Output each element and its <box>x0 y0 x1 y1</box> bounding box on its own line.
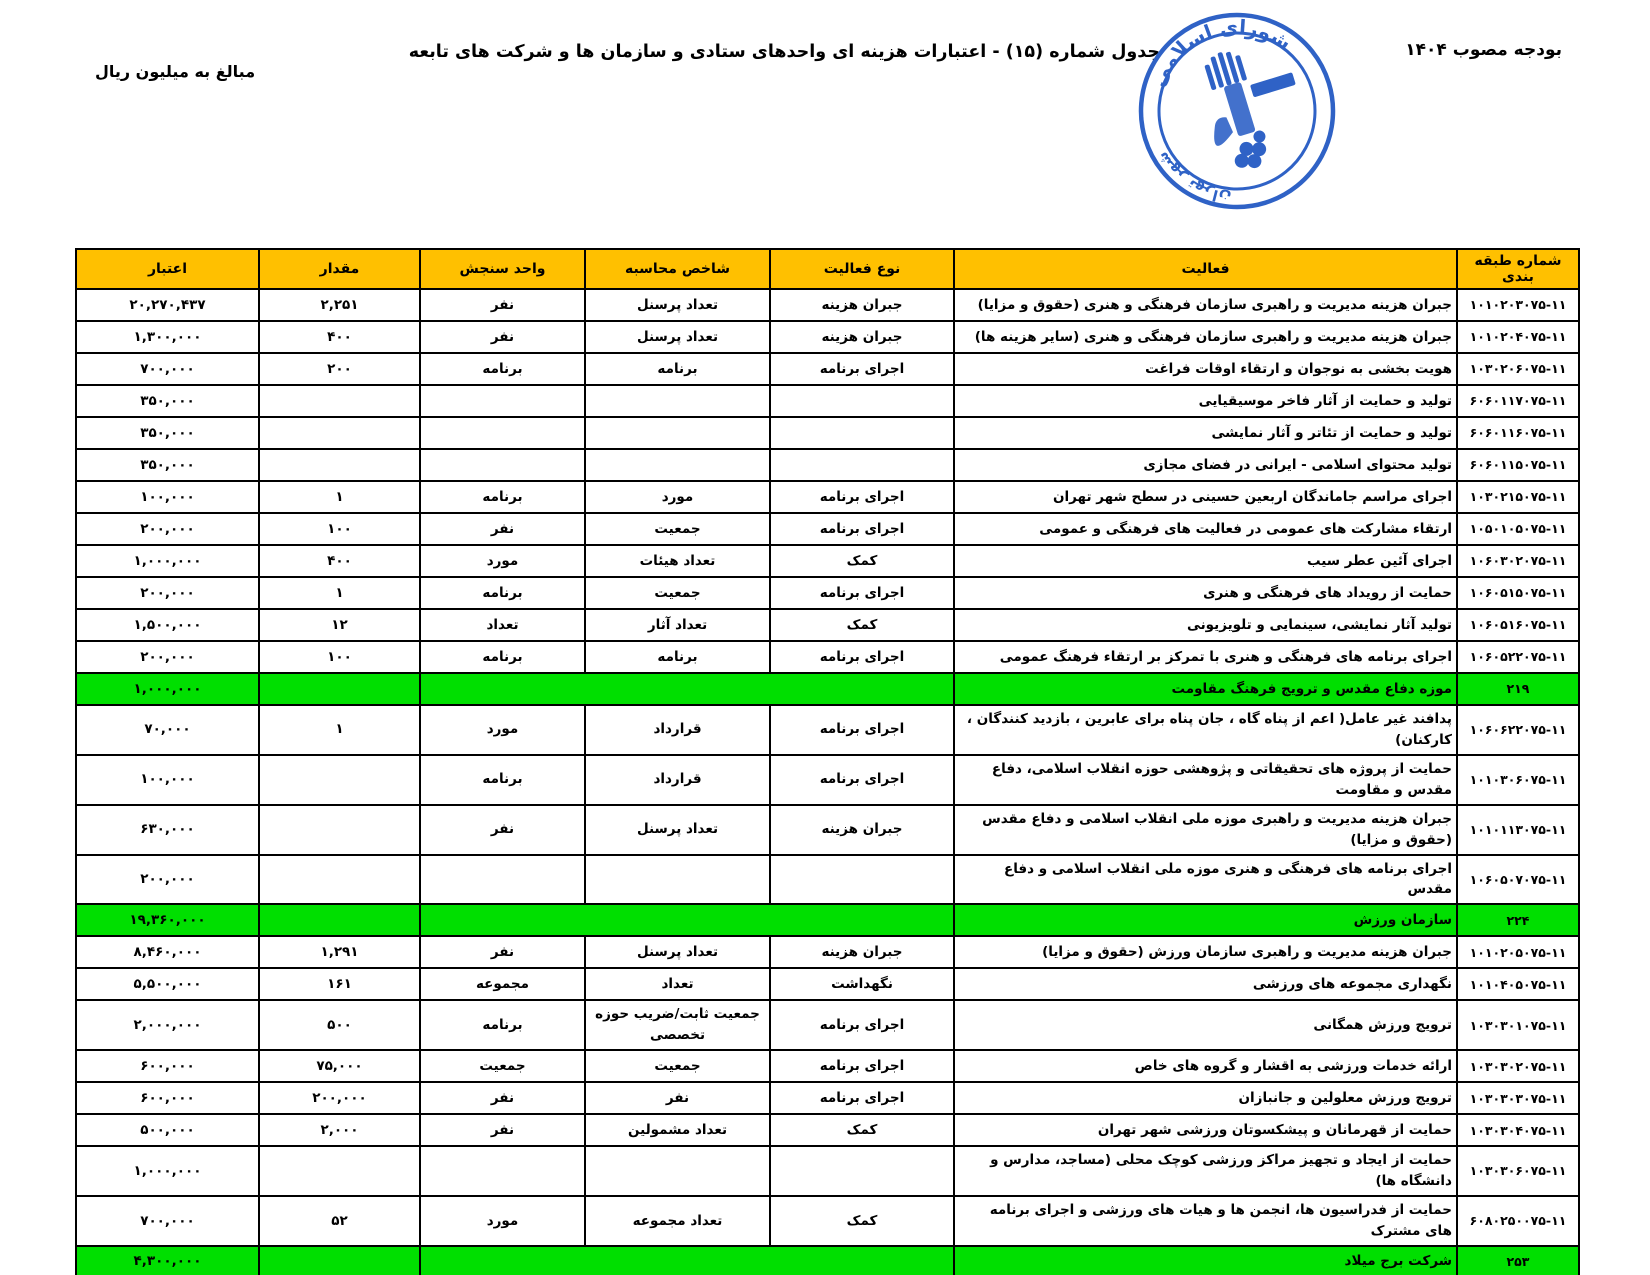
activity-cell: تولید و حمایت از آثار فاخر موسیقیایی <box>954 385 1457 417</box>
activity-cell: اجرای برنامه های فرهنگی و هنری موزه ملی انقلاب اسلامی و دفاع مقدس <box>954 855 1457 905</box>
credit-cell: ۲۰,۲۷۰,۴۳۷ <box>76 289 259 321</box>
stamp-text-side: شهر تهران <box>1153 148 1233 207</box>
quantity-cell: ۲,۰۰۰ <box>259 1114 420 1146</box>
activity-type-cell: جبران هزینه <box>770 289 954 321</box>
unit-cell: نفر <box>420 321 585 353</box>
classification-code-cell: ۱۰۶۰۳۰۲۰۷۵-۱۱ <box>1457 545 1579 577</box>
classification-code-cell: ۱۰۳۰۳۰۲۰۷۵-۱۱ <box>1457 1050 1579 1082</box>
council-stamp-icon <box>1135 2 1340 220</box>
stamp-emblem <box>1190 34 1316 177</box>
table-row <box>76 936 1579 968</box>
unit-note: مبالغ به میلیون ریال <box>95 62 256 81</box>
indicator-cell <box>585 449 770 481</box>
credit-cell: ۴,۳۰۰,۰۰۰ <box>76 1246 259 1275</box>
activity-cell: حمایت از ایجاد و تجهیز مراکز ورزشی کوچک محلی (مساجد، مدارس و دانشگاه ها) <box>954 1146 1457 1196</box>
page-title: جدول شماره (۱۵) - اعتبارات هزینه ای واحدهای ستادی و سازمان ها و شرکت های تابعه <box>408 42 1160 62</box>
activity-type-cell: اجرای برنامه <box>770 513 954 545</box>
activity-type-cell: جبران هزینه <box>770 321 954 353</box>
classification-code-cell: ۱۰۱۰۱۱۳۰۷۵-۱۱ <box>1457 805 1579 855</box>
credit-cell: ۱,۰۰۰,۰۰۰ <box>76 1146 259 1196</box>
quantity-cell <box>259 673 420 705</box>
activity-type-cell: اجرای برنامه <box>770 353 954 385</box>
indicator-cell <box>585 855 770 905</box>
quantity-cell: ۲۰۰,۰۰۰ <box>259 1082 420 1114</box>
unit-cell: نفر <box>420 936 585 968</box>
unit-cell <box>420 417 585 449</box>
section-row <box>76 1246 1579 1275</box>
credit-cell: ۶۰۰,۰۰۰ <box>76 1082 259 1114</box>
unit-cell: نفر <box>420 805 585 855</box>
activity-cell: هویت بخشی به نوجوان و ارتقاء اوقات فراغت <box>954 353 1457 385</box>
activity-cell: حمایت از فدراسیون ها، انجمن ها و هیات های ورزشی و اجرای برنامه های مشترک <box>954 1196 1457 1246</box>
activity-type-cell <box>770 855 954 905</box>
table-row <box>76 1114 1579 1146</box>
activity-cell: نگهداری مجموعه های ورزشی <box>954 968 1457 1000</box>
classification-code-cell: ۱۰۳۰۳۰۶۰۷۵-۱۱ <box>1457 1146 1579 1196</box>
quantity-cell: ۱ <box>259 481 420 513</box>
activity-cell: اجرای برنامه های فرهنگی و هنری با تمرکز بر ارتقاء فرهنگ عمومی <box>954 641 1457 673</box>
unit-cell: برنامه <box>420 353 585 385</box>
activity-cell: پدافند غیر عامل( اعم از پناه گاه ، جان پناه برای عابرین ، بازدید کنندگان ، کارکنان) <box>954 705 1457 755</box>
classification-code-cell: ۱۰۱۰۲۰۵۰۷۵-۱۱ <box>1457 936 1579 968</box>
table-row <box>76 1196 1579 1246</box>
indicator-cell <box>585 385 770 417</box>
table-row <box>76 513 1579 545</box>
quantity-cell <box>259 755 420 805</box>
quantity-cell: ۲,۲۵۱ <box>259 289 420 321</box>
quantity-cell <box>259 417 420 449</box>
quantity-cell: ۱۰۰ <box>259 513 420 545</box>
quantity-cell <box>259 805 420 855</box>
table-row <box>76 321 1579 353</box>
classification-code-cell: ۲۲۴ <box>1457 904 1579 936</box>
column-header: شاخص محاسبه <box>585 249 770 289</box>
activity-type-cell: کمک <box>770 1114 954 1146</box>
unit-cell: مورد <box>420 545 585 577</box>
table-row <box>76 449 1579 481</box>
table-row <box>76 1000 1579 1050</box>
unit-cell <box>420 855 585 905</box>
credit-cell: ۲,۰۰۰,۰۰۰ <box>76 1000 259 1050</box>
credit-cell: ۱۰۰,۰۰۰ <box>76 481 259 513</box>
table-row <box>76 1050 1579 1082</box>
table-row <box>76 705 1579 755</box>
quantity-cell <box>259 904 420 936</box>
indicator-cell <box>585 417 770 449</box>
table-row <box>76 577 1579 609</box>
classification-code-cell: ۱۰۶۰۵۲۲۰۷۵-۱۱ <box>1457 641 1579 673</box>
activity-type-cell <box>770 449 954 481</box>
indicator-cell: تعداد پرسنل <box>585 289 770 321</box>
activity-cell: ارائه خدمات ورزشی به اقشار و گروه های خاص <box>954 1050 1457 1082</box>
activity-type-cell: اجرای برنامه <box>770 1050 954 1082</box>
activity-cell: اجرای آئین عطر سیب <box>954 545 1457 577</box>
activity-cell: اجرای مراسم جاماندگان اربعین حسینی در سطح شهر تهران <box>954 481 1457 513</box>
quantity-cell: ۴۰۰ <box>259 545 420 577</box>
quantity-cell: ۲۰۰ <box>259 353 420 385</box>
activity-cell: جبران هزینه مدیریت و راهبری موزه ملی انقلاب اسلامی و دفاع مقدس (حقوق و مزایا) <box>954 805 1457 855</box>
credit-cell: ۷۰۰,۰۰۰ <box>76 353 259 385</box>
activity-type-cell: اجرای برنامه <box>770 577 954 609</box>
classification-code-cell: ۶۰۶۰۱۱۵۰۷۵-۱۱ <box>1457 449 1579 481</box>
indicator-cell: نفر <box>585 1082 770 1114</box>
activity-cell: حمایت از رویداد های فرهنگی و هنری <box>954 577 1457 609</box>
quantity-cell: ۴۰۰ <box>259 321 420 353</box>
indicator-cell: قرارداد <box>585 755 770 805</box>
quantity-cell: ۱ <box>259 577 420 609</box>
quantity-cell: ۵۰۰ <box>259 1000 420 1050</box>
credit-cell: ۸,۴۶۰,۰۰۰ <box>76 936 259 968</box>
table-row <box>76 545 1579 577</box>
credit-cell: ۶۳۰,۰۰۰ <box>76 805 259 855</box>
activity-cell: موزه دفاع مقدس و ترویج فرهنگ مقاومت <box>954 673 1457 705</box>
table-row <box>76 1082 1579 1114</box>
quantity-cell: ۷۵,۰۰۰ <box>259 1050 420 1082</box>
activity-cell: جبران هزینه مدیریت و راهبری سازمان فرهنگی و هنری (سایر هزینه ها) <box>954 321 1457 353</box>
classification-code-cell: ۱۰۱۰۲۰۴۰۷۵-۱۱ <box>1457 321 1579 353</box>
classification-code-cell: ۱۰۶۰۵۱۵۰۷۵-۱۱ <box>1457 577 1579 609</box>
activity-type-cell: نگهداشت <box>770 968 954 1000</box>
activity-cell: تولید محتوای اسلامی - ایرانی در فضای مجازی <box>954 449 1457 481</box>
table-row <box>76 353 1579 385</box>
unit-cell: برنامه <box>420 755 585 805</box>
unit-cell: برنامه <box>420 481 585 513</box>
quantity-cell <box>259 1246 420 1275</box>
section-merged-cell <box>420 1246 954 1275</box>
indicator-cell: جمعیت ثابت/ضریب حوزه تخصصی <box>585 1000 770 1050</box>
classification-code-cell: ۱۰۶۰۶۲۲۰۷۵-۱۱ <box>1457 705 1579 755</box>
column-header: واحد سنجش <box>420 249 585 289</box>
quantity-cell <box>259 385 420 417</box>
indicator-cell: جمعیت <box>585 1050 770 1082</box>
activity-type-cell <box>770 417 954 449</box>
activity-type-cell: کمک <box>770 545 954 577</box>
section-merged-cell <box>420 673 954 705</box>
quantity-cell: ۵۲ <box>259 1196 420 1246</box>
unit-cell <box>420 449 585 481</box>
table-row <box>76 855 1579 905</box>
credit-cell: ۱۰۰,۰۰۰ <box>76 755 259 805</box>
activity-type-cell <box>770 1146 954 1196</box>
activity-type-cell: اجرای برنامه <box>770 755 954 805</box>
credit-cell: ۵,۵۰۰,۰۰۰ <box>76 968 259 1000</box>
classification-code-cell: ۱۰۳۰۳۰۱۰۷۵-۱۱ <box>1457 1000 1579 1050</box>
classification-code-cell: ۱۰۱۰۲۰۳۰۷۵-۱۱ <box>1457 289 1579 321</box>
activity-cell: تولید آثار نمایشی، سینمایی و تلویزیونی <box>954 609 1457 641</box>
table-row <box>76 968 1579 1000</box>
unit-cell: برنامه <box>420 641 585 673</box>
header-row <box>76 249 1579 289</box>
indicator-cell: تعداد آثار <box>585 609 770 641</box>
activity-cell: جبران هزینه مدیریت و راهبری سازمان ورزش (حقوق و مزایا) <box>954 936 1457 968</box>
table-header <box>76 249 1579 289</box>
credit-cell: ۳۵۰,۰۰۰ <box>76 449 259 481</box>
section-merged-cell <box>420 904 954 936</box>
credit-cell: ۲۰۰,۰۰۰ <box>76 513 259 545</box>
unit-cell: تعداد <box>420 609 585 641</box>
indicator-cell: تعداد مجموعه <box>585 1196 770 1246</box>
classification-code-cell: ۱۰۵۰۱۰۵۰۷۵-۱۱ <box>1457 513 1579 545</box>
unit-cell: نفر <box>420 289 585 321</box>
quantity-cell: ۱ <box>259 705 420 755</box>
unit-cell: برنامه <box>420 1000 585 1050</box>
table-row <box>76 755 1579 805</box>
indicator-cell: برنامه <box>585 353 770 385</box>
credit-cell: ۱,۰۰۰,۰۰۰ <box>76 673 259 705</box>
classification-code-cell: ۱۰۳۰۲۱۵۰۷۵-۱۱ <box>1457 481 1579 513</box>
section-row <box>76 904 1579 936</box>
activity-cell: حمایت از قهرمانان و پیشکسوتان ورزشی شهر تهران <box>954 1114 1457 1146</box>
activity-cell: ترویج ورزش همگانی <box>954 1000 1457 1050</box>
classification-code-cell: ۱۰۶۰۵۱۶۰۷۵-۱۱ <box>1457 609 1579 641</box>
table-row <box>76 385 1579 417</box>
quantity-cell <box>259 449 420 481</box>
unit-cell: نفر <box>420 1082 585 1114</box>
activity-cell: شرکت برج میلاد <box>954 1246 1457 1275</box>
classification-code-cell: ۲۱۹ <box>1457 673 1579 705</box>
activity-type-cell: اجرای برنامه <box>770 1082 954 1114</box>
indicator-cell <box>585 1146 770 1196</box>
activity-cell: ترویج ورزش معلولین و جانبازان <box>954 1082 1457 1114</box>
credit-cell: ۶۰۰,۰۰۰ <box>76 1050 259 1082</box>
quantity-cell: ۱۲ <box>259 609 420 641</box>
indicator-cell: تعداد پرسنل <box>585 805 770 855</box>
credit-cell: ۳۵۰,۰۰۰ <box>76 385 259 417</box>
unit-cell <box>420 385 585 417</box>
activity-type-cell: اجرای برنامه <box>770 641 954 673</box>
credit-cell: ۱۹,۳۶۰,۰۰۰ <box>76 904 259 936</box>
classification-code-cell: ۱۰۳۰۳۰۴۰۷۵-۱۱ <box>1457 1114 1579 1146</box>
credit-cell: ۲۰۰,۰۰۰ <box>76 577 259 609</box>
table-row <box>76 1146 1579 1196</box>
table-row <box>76 609 1579 641</box>
activity-type-cell: اجرای برنامه <box>770 481 954 513</box>
classification-code-cell: ۶۰۸۰۲۵۰۰۷۵-۱۱ <box>1457 1196 1579 1246</box>
classification-code-cell: ۱۰۶۰۵۰۷۰۷۵-۱۱ <box>1457 855 1579 905</box>
credit-cell: ۱,۳۰۰,۰۰۰ <box>76 321 259 353</box>
table-row <box>76 289 1579 321</box>
activity-type-cell: کمک <box>770 609 954 641</box>
budget-year-label: بودجه مصوب ۱۴۰۴ <box>1405 40 1562 60</box>
credit-cell: ۱,۵۰۰,۰۰۰ <box>76 609 259 641</box>
quantity-cell <box>259 855 420 905</box>
classification-code-cell: ۱۰۳۰۳۰۳۰۷۵-۱۱ <box>1457 1082 1579 1114</box>
section-row <box>76 673 1579 705</box>
classification-code-cell: ۶۰۶۰۱۱۷۰۷۵-۱۱ <box>1457 385 1579 417</box>
activity-cell: سازمان ورزش <box>954 904 1457 936</box>
credit-cell: ۵۰۰,۰۰۰ <box>76 1114 259 1146</box>
classification-code-cell: ۶۰۶۰۱۱۶۰۷۵-۱۱ <box>1457 417 1579 449</box>
indicator-cell: تعداد <box>585 968 770 1000</box>
quantity-cell <box>259 1146 420 1196</box>
quantity-cell: ۱۶۱ <box>259 968 420 1000</box>
unit-cell: برنامه <box>420 577 585 609</box>
table-row <box>76 481 1579 513</box>
classification-code-cell: ۱۰۳۰۲۰۶۰۷۵-۱۱ <box>1457 353 1579 385</box>
quantity-cell: ۱,۲۹۱ <box>259 936 420 968</box>
indicator-cell: قرارداد <box>585 705 770 755</box>
table-row <box>76 641 1579 673</box>
indicator-cell: برنامه <box>585 641 770 673</box>
classification-code-cell: ۱۰۱۰۴۰۵۰۷۵-۱۱ <box>1457 968 1579 1000</box>
indicator-cell: جمعیت <box>585 577 770 609</box>
activity-cell: جبران هزینه مدیریت و راهبری سازمان فرهنگی و هنری (حقوق و مزایا) <box>954 289 1457 321</box>
column-header: شماره طبقه بندی <box>1457 249 1579 289</box>
budget-table-body <box>76 289 1579 1275</box>
unit-cell: مورد <box>420 705 585 755</box>
activity-type-cell: جبران هزینه <box>770 936 954 968</box>
column-header: مقدار <box>259 249 420 289</box>
credit-cell: ۲۰۰,۰۰۰ <box>76 855 259 905</box>
unit-cell: جمعیت <box>420 1050 585 1082</box>
activity-type-cell <box>770 385 954 417</box>
credit-cell: ۷۰۰,۰۰۰ <box>76 1196 259 1246</box>
column-header: اعتبار <box>76 249 259 289</box>
activity-cell: ارتقاء مشارکت های عمومی در فعالیت های فرهنگی و عمومی <box>954 513 1457 545</box>
credit-cell: ۱,۰۰۰,۰۰۰ <box>76 545 259 577</box>
stamp-text-top: شورای اسلامی <box>1145 14 1296 91</box>
unit-cell: نفر <box>420 1114 585 1146</box>
credit-cell: ۷۰,۰۰۰ <box>76 705 259 755</box>
activity-cell: حمایت از پروژه های تحقیقاتی و پژوهشی حوزه انقلاب اسلامی، دفاع مقدس و مقاومت <box>954 755 1457 805</box>
indicator-cell: جمعیت <box>585 513 770 545</box>
column-header: فعالیت <box>954 249 1457 289</box>
activity-type-cell: کمک <box>770 1196 954 1246</box>
unit-cell: نفر <box>420 513 585 545</box>
activity-type-cell: اجرای برنامه <box>770 705 954 755</box>
indicator-cell: مورد <box>585 481 770 513</box>
column-header: نوع فعالیت <box>770 249 954 289</box>
credit-cell: ۳۵۰,۰۰۰ <box>76 417 259 449</box>
activity-type-cell: جبران هزینه <box>770 805 954 855</box>
indicator-cell: تعداد هیئات <box>585 545 770 577</box>
table-row <box>76 417 1579 449</box>
indicator-cell: تعداد پرسنل <box>585 321 770 353</box>
indicator-cell: تعداد مشمولین <box>585 1114 770 1146</box>
unit-cell: مورد <box>420 1196 585 1246</box>
quantity-cell: ۱۰۰ <box>259 641 420 673</box>
indicator-cell: تعداد پرسنل <box>585 936 770 968</box>
activity-type-cell: اجرای برنامه <box>770 1000 954 1050</box>
table-row <box>76 805 1579 855</box>
classification-code-cell: ۱۰۱۰۳۰۶۰۷۵-۱۱ <box>1457 755 1579 805</box>
activity-cell: تولید و حمایت از تئاتر و آثار نمایشی <box>954 417 1457 449</box>
credit-cell: ۲۰۰,۰۰۰ <box>76 641 259 673</box>
unit-cell: مجموعه <box>420 968 585 1000</box>
unit-cell <box>420 1146 585 1196</box>
classification-code-cell: ۲۵۳ <box>1457 1246 1579 1275</box>
budget-table <box>75 248 1580 1275</box>
